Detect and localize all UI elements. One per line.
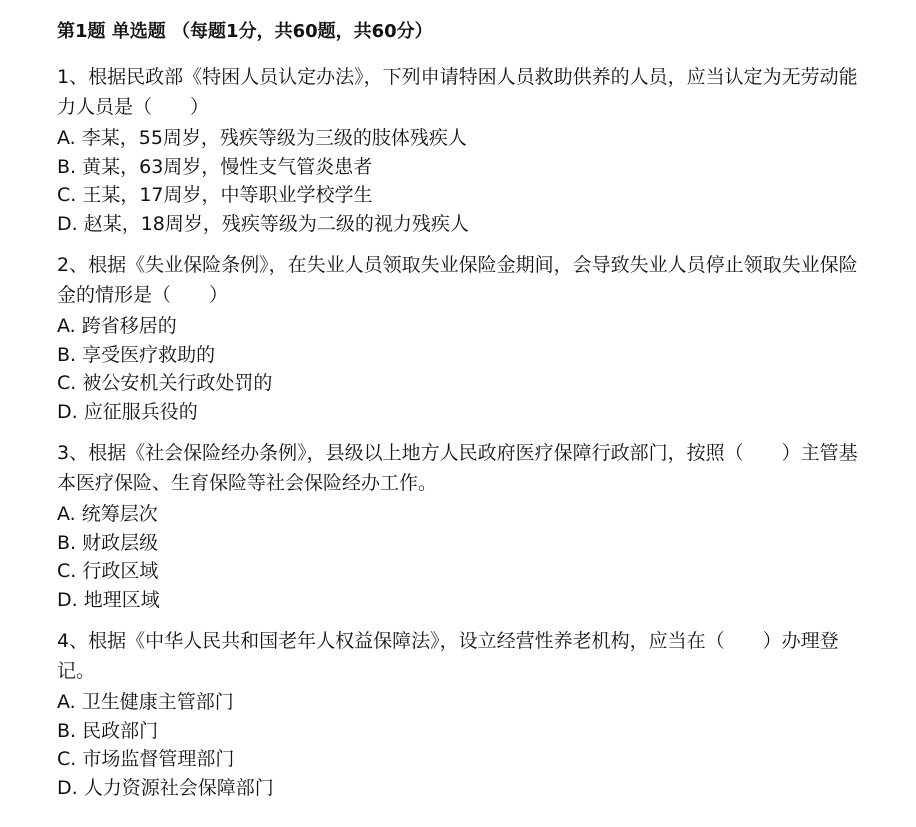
option-a[interactable]: A. 李某，55周岁，残疾等级为三级的肢体残疾人 xyxy=(57,127,467,149)
question-stem: 3、根据《社会保险经办条例》，县级以上地方人民政府医疗保障行政部门，按照（ ）主管基本医疗保险、生育保险等社会保险经办工作。 xyxy=(57,442,858,494)
option-c[interactable]: C. 王某，17周岁，中等职业学校学生 xyxy=(57,184,373,206)
question-3 xyxy=(57,438,876,614)
option-list xyxy=(57,500,876,614)
section-title: 第1题 单选题 （每题1分，共60题，共60分） xyxy=(57,21,433,42)
option-c[interactable]: C. 市场监督管理部门 xyxy=(57,748,235,770)
option-list xyxy=(57,312,876,426)
question-stem: 2、根据《失业保险条例》，在失业人员领取失业保险金期间，会导致失业人员停止领取失业保险金的情形是（ ） xyxy=(57,254,858,306)
option-d[interactable]: D. 赵某，18周岁，残疾等级为二级的视力残疾人 xyxy=(57,212,469,235)
option-b[interactable]: B. 享受医疗救助的 xyxy=(57,343,216,366)
option-list xyxy=(57,124,876,238)
question-4 xyxy=(57,626,876,802)
option-list xyxy=(57,688,876,802)
option-a[interactable]: A. 卫生健康主管部门 xyxy=(57,691,234,713)
option-d[interactable]: D. 人力资源社会保障部门 xyxy=(57,776,274,799)
option-d[interactable]: D. 地理区域 xyxy=(57,588,160,611)
question-2 xyxy=(57,250,876,426)
option-a[interactable]: A. 跨省移居的 xyxy=(57,315,177,337)
option-b[interactable]: B. 民政部门 xyxy=(57,719,159,742)
option-d[interactable]: D. 应征服兵役的 xyxy=(57,400,198,423)
question-1 xyxy=(57,62,876,238)
option-c[interactable]: C. 被公安机关行政处罚的 xyxy=(57,372,273,394)
option-c[interactable]: C. 行政区域 xyxy=(57,560,159,582)
option-a[interactable]: A. 统筹层次 xyxy=(57,503,158,525)
question-stem: 4、根据《中华人民共和国老年人权益保障法》，设立经营性养老机构，应当在（ ）办理登记。 xyxy=(57,630,839,682)
question-stem: 1、根据民政部《特困人员认定办法》，下列申请特困人员救助供养的人员，应当认定为无劳动能力人员是（ ） xyxy=(57,66,858,118)
option-b[interactable]: B. 黄某，63周岁，慢性支气管炎患者 xyxy=(57,155,373,178)
option-b[interactable]: B. 财政层级 xyxy=(57,531,159,554)
